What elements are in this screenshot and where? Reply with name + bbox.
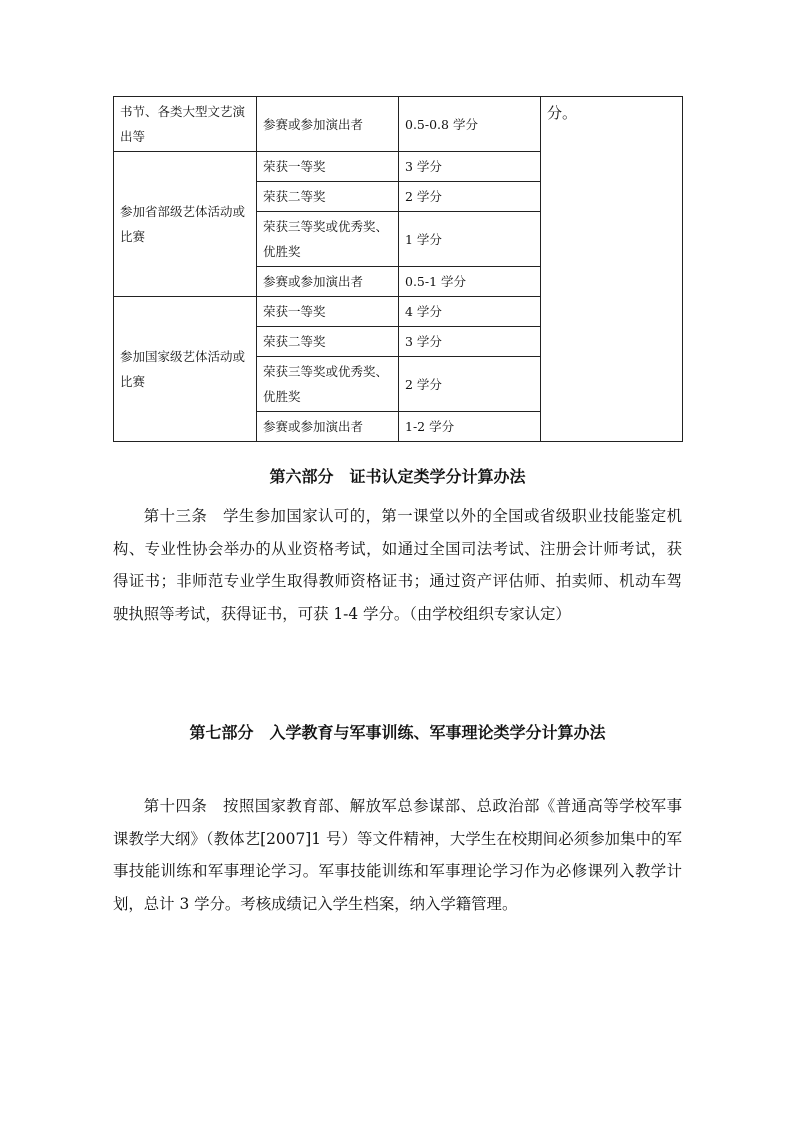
table-cell-level: 荣获二等奖 xyxy=(257,182,399,212)
table-cell-credit: 2 学分 xyxy=(399,357,541,412)
table-cell-level: 荣获二等奖 xyxy=(257,327,399,357)
table-cell-category: 书节、各类大型文艺演出等 xyxy=(114,97,257,152)
section-7-title: 第七部分 入学教育与军事训练、军事理论类学分计算办法 xyxy=(189,723,606,742)
table-cell-credit: 1 学分 xyxy=(399,212,541,267)
table-cell-note: 分。 xyxy=(541,97,683,442)
section-6-paragraph: 第十三条 学生参加国家认可的，第一课堂以外的全国或省级职业技能鉴定机构、专业性协会举办的从业资格考试，如通过全国司法考试、注册会计师考试，获得证书；非师范专业学生取得教师资格证书；通过资产评估师、拍卖师、机动车驾驶执照等考试，获得证书，可获 1-4 学分。（由学校组织专家认定） xyxy=(113,507,682,623)
table-cell-level: 荣获一等奖 xyxy=(257,152,399,182)
table-cell-credit: 3 学分 xyxy=(399,152,541,182)
table-cell-level: 参赛或参加演出者 xyxy=(257,97,399,152)
credit-table xyxy=(113,96,683,442)
section-6-title: 第六部分 证书认定类学分计算办法 xyxy=(269,467,526,486)
table-cell-credit: 0.5-1 学分 xyxy=(399,267,541,297)
table-cell-credit: 3 学分 xyxy=(399,327,541,357)
table-cell-level: 参赛或参加演出者 xyxy=(257,412,399,442)
table-cell-credit: 0.5-0.8 学分 xyxy=(399,97,541,152)
table-cell-category: 参加省部级艺体活动或比赛 xyxy=(114,152,257,297)
table-row xyxy=(114,97,683,152)
table-cell-level: 荣获三等奖或优秀奖、优胜奖 xyxy=(257,212,399,267)
table-cell-credit: 4 学分 xyxy=(399,297,541,327)
table-cell-category: 参加国家级艺体活动或比赛 xyxy=(114,297,257,442)
table-cell-level: 荣获一等奖 xyxy=(257,297,399,327)
table-cell-level: 荣获三等奖或优秀奖、优胜奖 xyxy=(257,357,399,412)
table-cell-level: 参赛或参加演出者 xyxy=(257,267,399,297)
table-cell-credit: 1-2 学分 xyxy=(399,412,541,442)
section-7-paragraph: 第十四条 按照国家教育部、解放军总参谋部、总政治部《普通高等学校军事课教学大纲》（教体艺[2007]1 号）等文件精神，大学生在校期间必须参加集中的军事技能训练和军事理论学习。军事技能训练和军事理论学习作为必修课列入教学计划，总计 3 学分。考核成绩记入学生档案，纳入学籍管理。 xyxy=(113,797,682,913)
table-cell-credit: 2 学分 xyxy=(399,182,541,212)
